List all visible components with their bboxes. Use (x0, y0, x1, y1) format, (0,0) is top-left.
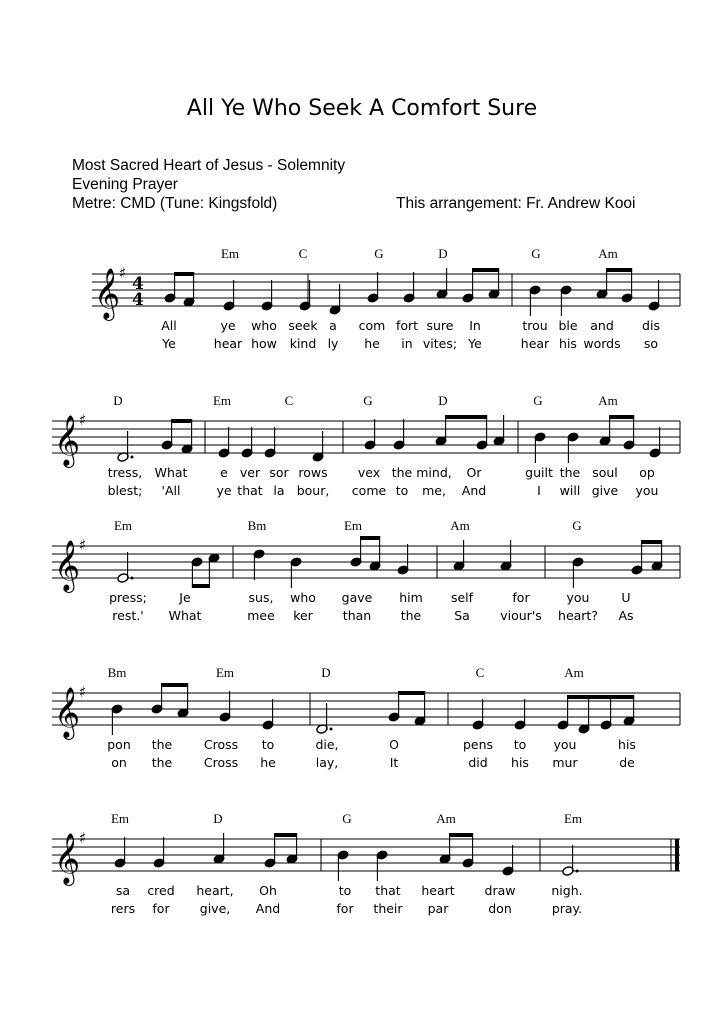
lyric-verse-2: the (400, 608, 422, 623)
lyric-verse-2: blest; (107, 483, 143, 498)
lyric-verse-2: And (461, 483, 487, 498)
lyric-verse-2: his (511, 755, 529, 770)
beam (606, 268, 632, 272)
chord-symbol: G (533, 393, 543, 408)
lyric-verse-1: gave (341, 590, 373, 605)
lyric-verse-2: hear (213, 336, 243, 351)
staff-system (52, 518, 680, 623)
lyric-verse-2: de (619, 755, 635, 770)
lyric-verse-2: will (559, 483, 581, 498)
chord-symbol: Em (110, 811, 130, 826)
treble-clef: 𝄞 (54, 833, 81, 884)
chord-symbol: G (342, 811, 352, 826)
lyric-verse-1: trou (522, 318, 548, 333)
lyric-verse-1: ver (239, 465, 261, 480)
lyric-verse-2: mur (552, 755, 578, 770)
lyric-verse-2: hear (520, 336, 550, 351)
lyric-verse-2: words (583, 336, 621, 351)
lyric-verse-2: rers (110, 901, 136, 916)
lyric-verse-2: Ye (468, 336, 482, 351)
lyric-verse-1: draw (484, 883, 516, 898)
lyric-verse-1: who (290, 590, 316, 605)
lyric-verse-2: What (168, 608, 202, 623)
lyric-verse-2: he (260, 755, 276, 770)
chord-symbol: D (113, 393, 123, 408)
chord-symbol: Em (563, 811, 583, 826)
lyric-verse-2: he (364, 336, 380, 351)
lyric-verse-2: la (273, 483, 285, 498)
lyric-verse-2: And (255, 901, 281, 916)
metre-text: Metre: CMD (Tune: Kingsfold) (72, 195, 278, 212)
lyric-verse-2: mee (247, 608, 275, 623)
lyric-verse-1: pon (107, 737, 131, 752)
lyric-verse-1: vex (357, 465, 381, 480)
chord-symbol: G (531, 246, 541, 261)
lyric-verse-1: his (618, 737, 636, 752)
staff-system (92, 246, 680, 351)
lyric-verse-1: fort (395, 318, 419, 333)
lyric-verse-2: give, (199, 901, 231, 916)
hymn-title: All Ye Who Seek A Comfort Sure (186, 96, 538, 121)
lyric-verse-1: e (220, 465, 228, 480)
lyric-verse-1: self (450, 590, 474, 605)
beam (445, 415, 487, 419)
chord-symbol: Bm (247, 518, 267, 533)
key-signature-sharp: ♯ (79, 411, 87, 429)
arrangement-credit: This arrangement: Fr. Andrew Kooi (396, 195, 636, 212)
lyric-verse-1: tress, (107, 465, 143, 480)
lyric-verse-1: you (566, 590, 590, 605)
lyric-verse-1: heart (421, 883, 455, 898)
lyric-verse-2: for (152, 901, 170, 916)
lyric-verse-1: a (329, 318, 337, 333)
chord-symbol: C (284, 393, 294, 408)
lyric-verse-1: the (559, 465, 581, 480)
lyric-verse-1: the (151, 737, 173, 752)
lyric-verse-2: kind (289, 336, 317, 351)
office-text: Evening Prayer (72, 176, 178, 193)
chord-symbol: G (374, 246, 384, 261)
chord-symbol: C (298, 246, 308, 261)
beam (171, 419, 192, 423)
lyric-verse-2: It (389, 755, 399, 770)
lyric-verse-1: heart, (196, 883, 234, 898)
lyric-verse-2: so (643, 336, 659, 351)
beam (161, 683, 188, 687)
chord-symbol: D (321, 665, 331, 680)
lyric-verse-1: press; (109, 590, 147, 605)
lyric-verse-2: rest.' (112, 608, 144, 623)
lyric-verse-2: viour's (500, 608, 542, 623)
lyric-verse-1: the (391, 465, 413, 480)
beam (449, 833, 473, 837)
key-signature-sharp: ♯ (79, 536, 87, 554)
lyric-verse-2: in (401, 336, 413, 351)
lyric-verse-2: his (559, 336, 577, 351)
lyric-verse-1: What (154, 465, 188, 480)
chord-symbol: C (475, 665, 485, 680)
lyric-verse-2: on (111, 755, 127, 770)
lyric-verse-2: ly (327, 336, 339, 351)
time-signature-bottom: 4 (132, 290, 144, 310)
key-signature-sharp: ♯ (79, 683, 87, 701)
chord-symbol: D (213, 811, 223, 826)
chord-symbol: D (438, 393, 448, 408)
lyric-verse-1: U (621, 590, 631, 605)
lyric-verse-2: ye (216, 483, 232, 498)
lyric-verse-1: Or (466, 465, 482, 480)
beam (360, 536, 380, 540)
lyric-verse-2: Cross (203, 755, 239, 770)
dot (131, 577, 134, 580)
lyric-verse-2: the (151, 755, 173, 770)
lyric-verse-2: their (373, 901, 403, 916)
lyric-verse-1: to (338, 883, 352, 898)
lyric-verse-1: ye (220, 318, 236, 333)
lyric-verse-2: heart? (558, 608, 598, 623)
chord-symbol: Am (450, 518, 470, 533)
lyric-verse-1: mind, (416, 465, 452, 480)
chord-symbol: Am (564, 665, 584, 680)
treble-clef: 𝄞 (54, 687, 81, 738)
lyric-verse-1: pens (462, 737, 494, 752)
lyric-verse-1: who (251, 318, 277, 333)
lyric-verse-2: ker (293, 608, 313, 623)
chord-symbol: Bm (107, 665, 127, 680)
lyric-verse-1: seek (288, 318, 318, 333)
chord-symbol: Em (212, 393, 232, 408)
occasion-text: Most Sacred Heart of Jesus - Solemnity (72, 157, 346, 174)
chord-symbol: Em (343, 518, 363, 533)
beam (274, 833, 297, 837)
lyric-verse-2: vites; (422, 336, 458, 351)
staff-system (52, 393, 680, 498)
lyric-verse-2: I (537, 483, 541, 498)
chord-symbol: G (363, 393, 373, 408)
final-barline-thick (675, 839, 679, 871)
beam (472, 268, 499, 272)
lyric-verse-2: lay, (315, 755, 339, 770)
lyric-verse-2: you (635, 483, 659, 498)
lyric-verse-2: give (591, 483, 619, 498)
lyric-verse-2: Sa (454, 608, 470, 623)
lyric-verse-1: you (553, 737, 577, 752)
lyric-verse-1: soul (592, 465, 618, 480)
lyric-verse-1: die, (315, 737, 339, 752)
lyric-verse-2: don (488, 901, 512, 916)
beam (398, 691, 425, 695)
chord-symbol: Am (436, 811, 456, 826)
lyric-verse-2: for (336, 901, 354, 916)
chord-symbol: Am (598, 246, 618, 261)
dot (131, 456, 134, 459)
staff-system (52, 811, 680, 916)
chord-symbol: Em (113, 518, 133, 533)
key-signature-sharp: ♯ (79, 829, 87, 847)
lyric-verse-2: to (395, 483, 409, 498)
staff-system (52, 665, 680, 770)
treble-clef: 𝄞 (54, 415, 81, 466)
lyric-verse-1: In (469, 318, 481, 333)
lyric-verse-2: bour, (296, 483, 330, 498)
beam (192, 584, 210, 588)
chord-symbol: Am (598, 393, 618, 408)
chord-symbol: G (572, 518, 582, 533)
lyric-verse-1: ble (558, 318, 578, 333)
lyric-verse-1: sure (426, 318, 454, 333)
lyric-verse-1: guilt (525, 465, 553, 480)
chord-symbol: Em (215, 665, 235, 680)
lyric-verse-1: sor (269, 465, 289, 480)
lyric-verse-1: rows (298, 465, 328, 480)
lyric-verse-1: for (512, 590, 530, 605)
lyric-verse-2: come (351, 483, 387, 498)
lyric-verse-1: dis (642, 318, 660, 333)
lyric-verse-1: Cross (203, 737, 239, 752)
beam (641, 540, 662, 544)
treble-clef: 𝄞 (54, 540, 81, 591)
dot (576, 870, 579, 873)
lyric-verse-1: cred (147, 883, 175, 898)
lyric-verse-2: than (342, 608, 372, 623)
chord-symbol: D (438, 246, 448, 261)
lyric-verse-2: Ye (162, 336, 176, 351)
dot (330, 728, 333, 731)
lyric-verse-2: did (468, 755, 488, 770)
chord-symbol: Em (220, 246, 240, 261)
lyric-verse-2: me, (422, 483, 446, 498)
lyric-verse-1: and (590, 318, 614, 333)
beam (609, 415, 634, 419)
lyric-verse-1: op (639, 465, 655, 480)
lyric-verse-1: him (399, 590, 423, 605)
treble-clef: 𝄞 (94, 268, 121, 319)
lyric-verse-1: Je (179, 590, 191, 605)
lyric-verse-2: 'All (161, 483, 181, 498)
lyric-verse-1: to (261, 737, 275, 752)
lyric-verse-1: com (358, 318, 386, 333)
beam (567, 695, 634, 699)
lyric-verse-1: sus, (248, 590, 274, 605)
lyric-verse-1: nigh. (551, 883, 583, 898)
lyric-verse-1: Oh (259, 883, 277, 898)
key-signature-sharp: ♯ (119, 264, 127, 282)
lyric-verse-2: pray. (551, 901, 583, 916)
lyric-verse-1: O (389, 737, 399, 752)
lyric-verse-1: that (375, 883, 401, 898)
lyric-verse-2: how (251, 336, 277, 351)
time-signature-top: 4 (132, 274, 144, 294)
beam (174, 272, 194, 276)
lyric-verse-1: sa (115, 883, 131, 898)
lyric-verse-2: As (618, 608, 634, 623)
lyric-verse-2: that (237, 483, 263, 498)
lyric-verse-1: to (513, 737, 527, 752)
lyric-verse-1: All (161, 318, 177, 333)
lyric-verse-2: par (427, 901, 449, 916)
